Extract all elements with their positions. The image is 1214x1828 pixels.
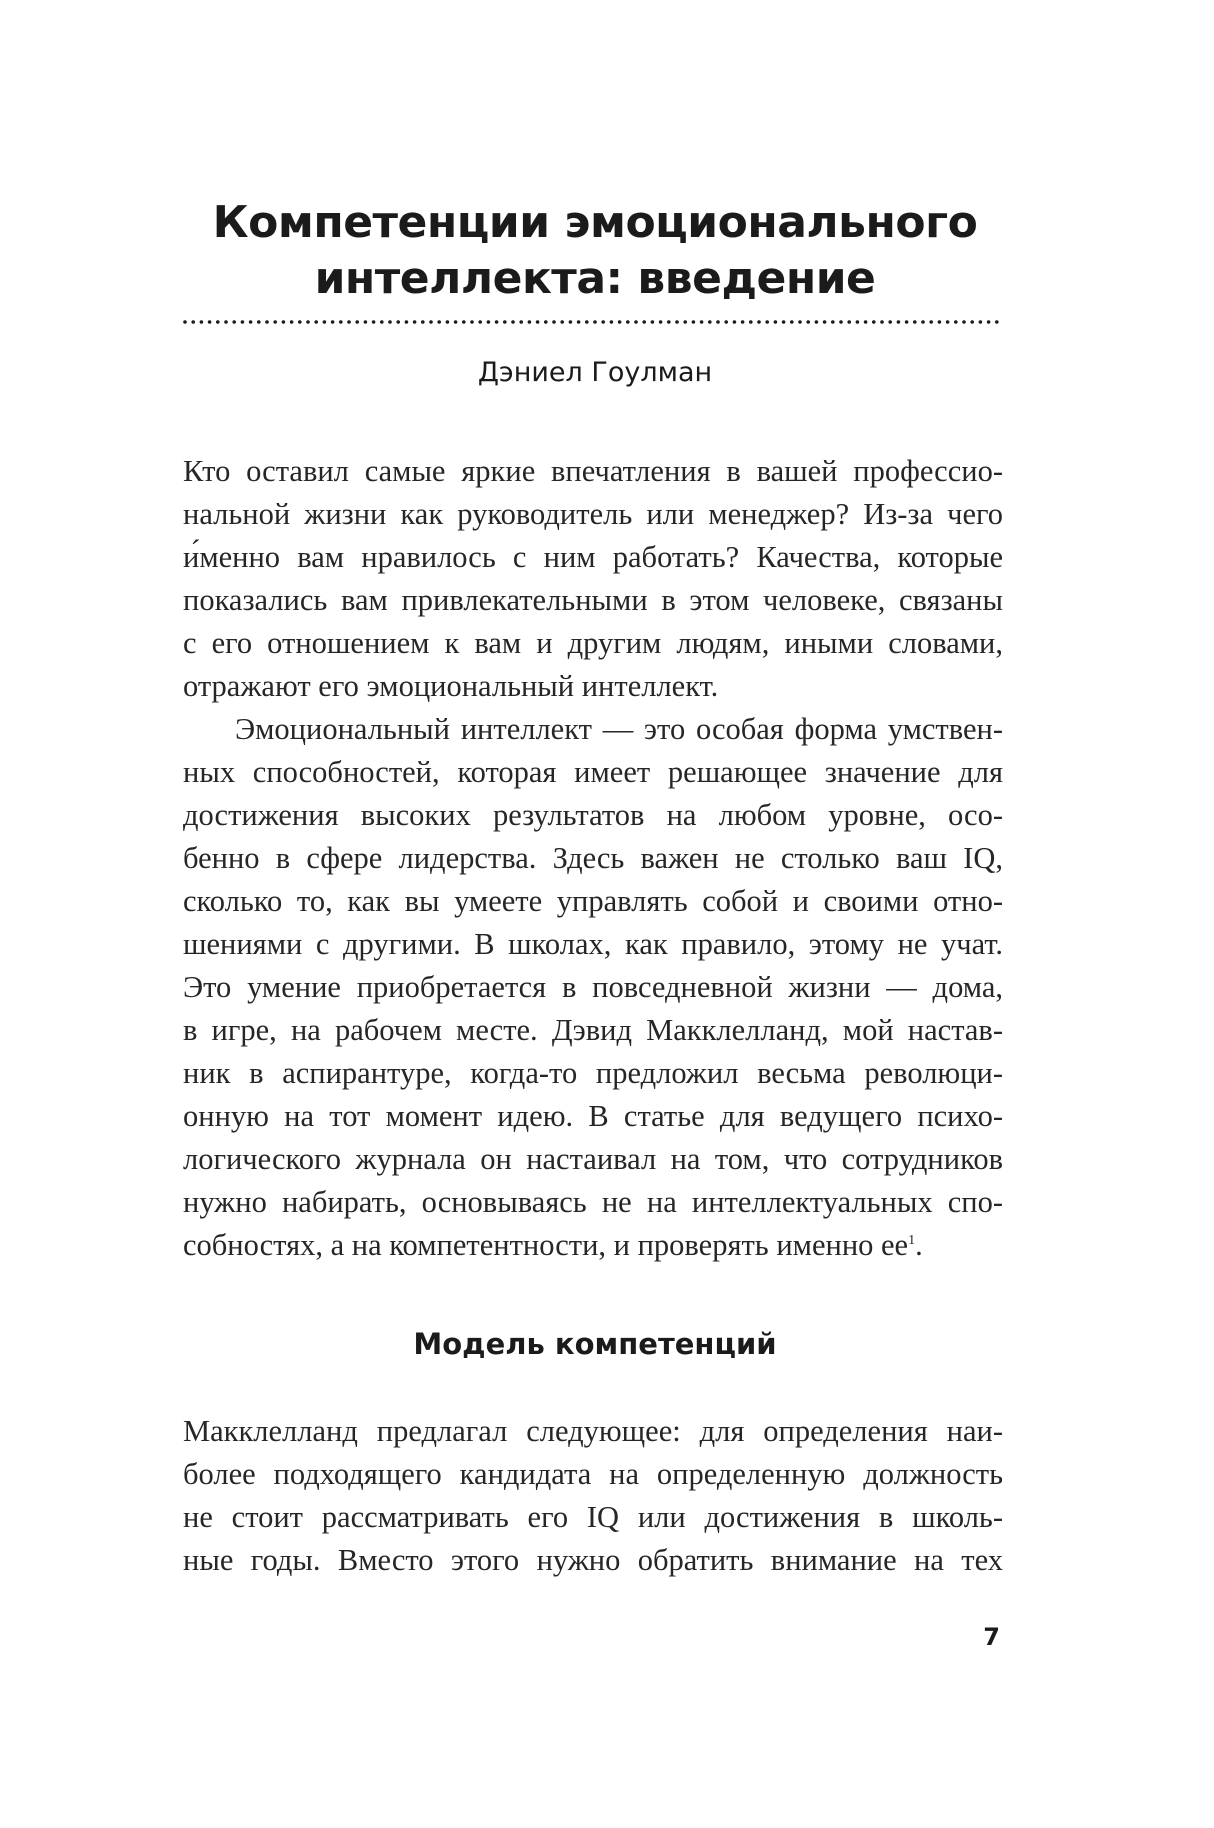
text-line: достижения высоких результатов на любом уровне, осо- [183, 798, 1003, 832]
text-line: Кто оставил самые яркие впечатления в вашей профессио- [183, 454, 1003, 488]
divider-dot [782, 320, 786, 324]
divider-dot [872, 320, 876, 324]
divider-dot [429, 320, 433, 324]
divider-dot [487, 320, 491, 324]
text-line: не стоит рассматривать его IQ или достижения в школь- [183, 1500, 1003, 1534]
divider-dot [847, 320, 851, 324]
divider-dot [331, 320, 335, 324]
divider-dot [200, 320, 204, 324]
divider-dot [208, 320, 212, 324]
divider-dot [741, 320, 745, 324]
divider-dot [232, 320, 236, 324]
divider-dot [544, 320, 548, 324]
divider-dot [618, 320, 622, 324]
divider-dot [528, 320, 532, 324]
divider-dot [216, 320, 220, 324]
divider-dot [191, 320, 195, 324]
paragraph [183, 1410, 1003, 1582]
chapter-title [180, 195, 1010, 307]
divider-dot [314, 320, 318, 324]
divider-dot [380, 320, 384, 324]
divider-dot [298, 320, 302, 324]
divider-dot [987, 320, 991, 324]
divider-dot [774, 320, 778, 324]
footnote-marker[interactable]: 1 [908, 1232, 916, 1248]
divider-dot [610, 320, 614, 324]
divider-dot [265, 320, 269, 324]
divider-dot [667, 320, 671, 324]
sentence-end: . [915, 1228, 923, 1262]
text-line [183, 1224, 1003, 1267]
divider-dot [995, 320, 999, 324]
divider-dot [700, 320, 704, 324]
divider-dot [946, 320, 950, 324]
divider-dot [856, 320, 860, 324]
divider-dot [437, 320, 441, 324]
section-title: Модель компетенций [413, 1327, 777, 1361]
divider-dot [651, 320, 655, 324]
chapter-title-line: Компетенции эмоционального [212, 197, 978, 248]
divider-dot [446, 320, 450, 324]
divider-dot [765, 320, 769, 324]
text-line: онную на тот момент идею. В статье для ведущего психо- [183, 1099, 1003, 1133]
divider-dot [954, 320, 958, 324]
divider-dot [347, 320, 351, 324]
divider-dot [839, 320, 843, 324]
divider-dot [823, 320, 827, 324]
divider-dot [683, 320, 687, 324]
divider-dot [569, 320, 573, 324]
divider-dot [462, 320, 466, 324]
divider-dot [970, 320, 974, 324]
divider-dot [339, 320, 343, 324]
divider-dot [642, 320, 646, 324]
paragraph [183, 450, 1003, 708]
divider-dot [601, 320, 605, 324]
paragraph [183, 708, 1003, 1267]
dotted-divider [183, 318, 1003, 326]
divider-dot [749, 320, 753, 324]
text-line: в игре, на рабочем месте. Дэвид Макклелланд, мой настав- [183, 1013, 1003, 1047]
text-line: ные годы. Вместо этого нужно обратить внимание на тех [183, 1543, 1003, 1577]
text-line: Макклелланд предлагал следующее: для определения наи- [183, 1414, 1003, 1448]
text-line: Это умение приобретается в повседневной жизни — дома, [183, 970, 1003, 1004]
text-line: сколько то, как вы умеете управлять собой и своими отно- [183, 884, 1003, 918]
divider-dot [815, 320, 819, 324]
divider-dot [733, 320, 737, 324]
divider-dot [405, 320, 409, 324]
divider-dot [880, 320, 884, 324]
divider-dot [290, 320, 294, 324]
divider-dot [421, 320, 425, 324]
divider-dot [897, 320, 901, 324]
divider-dot [396, 320, 400, 324]
divider-dot [282, 320, 286, 324]
divider-dot [716, 320, 720, 324]
divider-dot [757, 320, 761, 324]
divider-dot [536, 320, 540, 324]
divider-dot [831, 320, 835, 324]
divider-dot [724, 320, 728, 324]
divider-dot [938, 320, 942, 324]
chapter-author: Дэниел Гоулман [477, 357, 713, 388]
divider-dot [503, 320, 507, 324]
divider-dot [708, 320, 712, 324]
divider-dot [257, 320, 261, 324]
divider-dot [306, 320, 310, 324]
divider-dot [273, 320, 277, 324]
text-line: нужно набирать, основываясь не на интеллектуальных спо- [183, 1185, 1003, 1219]
divider-dot [323, 320, 327, 324]
divider-dot [249, 320, 253, 324]
divider-dot [921, 320, 925, 324]
divider-dot [585, 320, 589, 324]
divider-dot [905, 320, 909, 324]
divider-dot [454, 320, 458, 324]
divider-dot [659, 320, 663, 324]
text-line: нальной жизни как руководитель или менеджер? Из-за чего [183, 497, 1003, 531]
divider-dot [929, 320, 933, 324]
chapter-title-line: интеллекта: введение [314, 253, 876, 304]
divider-dot [634, 320, 638, 324]
divider-dot [519, 320, 523, 324]
divider-dot [470, 320, 474, 324]
divider-dot [577, 320, 581, 324]
divider-dot [495, 320, 499, 324]
divider-dot [372, 320, 376, 324]
divider-dot [478, 320, 482, 324]
divider-dot [626, 320, 630, 324]
divider-dot [388, 320, 392, 324]
text-line: ных способностей, которая имеет решающее значение для [183, 755, 1003, 789]
divider-dot [183, 320, 187, 324]
text-line-content: собностях, а на компетентности, и проверять именно ее [183, 1228, 909, 1262]
divider-dot [593, 320, 597, 324]
divider-dot [962, 320, 966, 324]
text-line: бенно в сфере лидерства. Здесь важен не столько ваш IQ, [183, 841, 1003, 875]
text-line: с его отношением к вам и другим людям, иными словами, [183, 626, 1003, 660]
divider-dot [913, 320, 917, 324]
divider-dot [692, 320, 696, 324]
text-line: логического журнала он настаивал на том, что сотрудников [183, 1142, 1003, 1176]
text-line: ник в аспирантуре, когда-то предложил весьма революци- [183, 1056, 1003, 1090]
divider-dot [864, 320, 868, 324]
divider-dot [511, 320, 515, 324]
divider-dot [790, 320, 794, 324]
divider-dot [552, 320, 556, 324]
divider-dot [675, 320, 679, 324]
divider-dot [224, 320, 228, 324]
page-number: 7 [983, 1623, 1000, 1651]
text-line: показались вам привлекательными в этом человеке, связаны [183, 583, 1003, 617]
divider-dot [888, 320, 892, 324]
text-line: и́менно вам нравилось с ним работать? Качества, которые [183, 540, 1003, 574]
divider-dot [241, 320, 245, 324]
text-line: Эмоциональный интеллект — это особая форма умствен- [235, 712, 1003, 746]
text-line: отражают его эмоциональный интеллект. [183, 669, 719, 703]
divider-dot [806, 320, 810, 324]
divider-dot [355, 320, 359, 324]
text-line: шениями с другими. В школах, как правило, этому не учат. [183, 927, 1003, 961]
divider-dot [979, 320, 983, 324]
divider-dot [413, 320, 417, 324]
text-line: более подходящего кандидата на определенную должность [183, 1457, 1003, 1491]
divider-dot [560, 320, 564, 324]
divider-dot [798, 320, 802, 324]
divider-dot [364, 320, 368, 324]
